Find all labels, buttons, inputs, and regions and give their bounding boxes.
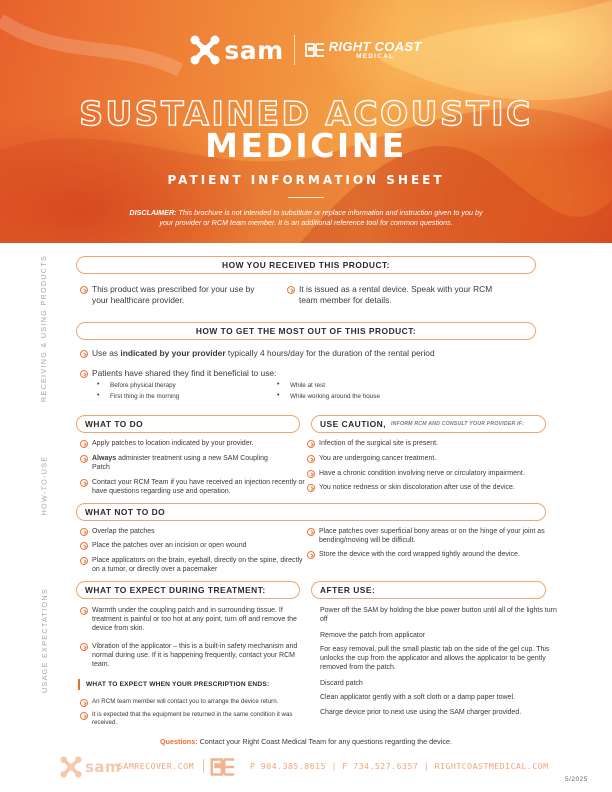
questions-line (0, 737, 612, 746)
sam-logo-text: sam (224, 35, 284, 65)
arrow-circle-icon (80, 607, 88, 615)
footer-divider (203, 759, 204, 773)
use-caution-header: USE CAUTION, INFORM RCM AND CONSULT YOUR PROVIDER IF: (311, 415, 546, 433)
not-to-do-item-2: Place the patches over an incision or open wound (80, 541, 300, 550)
expect-item-1: Warmth under the coupling patch and in surrounding tissue. If treatment is painful or too hot at any point, turn off and remove the device from skin. (80, 606, 298, 634)
what-not-to-do-header: WHAT NOT TO DO (76, 503, 546, 521)
footer-sam-logo: sam (60, 756, 121, 778)
received-header: HOW YOU RECEIVED THIS PRODUCT: (76, 256, 536, 274)
arrow-circle-icon (80, 643, 88, 651)
side-label-how-to-use: HOW-TO-USE (39, 455, 49, 515)
logo-divider (294, 35, 295, 65)
rcm-logo-line2: MEDICAL (356, 52, 395, 60)
most-out-header: HOW TO GET THE MOST OUT OF THIS PRODUCT: (76, 322, 536, 340)
arrow-circle-icon (80, 350, 88, 358)
not-to-do-item-4: Place patches over superficial bony areas or on the hinge of your joint as bending/moving will be difficult. (307, 527, 557, 545)
arrow-circle-icon (80, 479, 88, 487)
after-use-item-3: For easy removal, pull the small plastic tab on the side of the gel cup. This unlocks the cup from the applicator and allows the applicator to be gently removed from the patch. (320, 646, 550, 672)
arrow-circle-icon (307, 470, 315, 478)
caution-item-1: Infection of the surgical site is present. (307, 439, 547, 448)
arrow-circle-icon (307, 484, 315, 492)
arrow-circle-icon (80, 370, 88, 378)
after-use-item-5: Clean applicator gently with a soft cloth or a damp paper towel. (320, 694, 515, 701)
arrow-circle-icon (307, 440, 315, 448)
most-out-item-1: Use as indicated by your provider typically 4 hours/day for the duration of the rental period (80, 348, 540, 359)
arrow-circle-icon (80, 542, 88, 550)
after-use-item-4: Discard patch (320, 680, 363, 687)
hero-banner (0, 0, 612, 243)
disclaimer-text: This brochure is not intended to substitute or replace information and instruction given to you by your provider or RCM team member. It is an additional reference tool for common questions. (159, 208, 483, 227)
questions-label: Questions: (160, 737, 198, 746)
arrow-circle-icon (307, 528, 315, 536)
expect-item-2: Vibration of the applicator – this is a built-in safety mechanism and normal during use. If it is happening frequently, contact your RCM team. (80, 642, 298, 670)
footer-contact-info[interactable]: P 904.385.8615 | F 734.527.6357 | RIGHTCOASTMEDICAL.COM (250, 761, 549, 771)
sam-logo (190, 35, 283, 65)
arrow-circle-icon (80, 286, 88, 294)
not-to-do-item-3: Place applicators on the brain, eyeball, directly on the spine, directly on a tumor, or directly over a pacemaker (80, 556, 305, 574)
arrow-circle-icon (307, 455, 315, 463)
rcm-logo-line1: RIGHT COAST (328, 38, 422, 54)
what-to-do-item-2: Always administer treatment using a new SAM Coupling Patch (80, 454, 280, 472)
what-to-do-header: WHAT TO DO (76, 415, 300, 433)
side-label-usage-expectations: USAGE EXPECTATIONS (39, 587, 49, 693)
arrow-circle-icon (80, 528, 88, 536)
after-use-header: AFTER USE: (311, 581, 546, 599)
title-line2: MEDICINE (205, 126, 407, 165)
what-to-do-item-1: Apply patches to location indicated by your provider. (80, 439, 305, 448)
title-line1: SUSTAINED ACOUSTIC (79, 94, 533, 133)
after-use-item-2: Remove the patch from applicator (320, 632, 426, 639)
rcm-logo (305, 40, 422, 61)
prescription-ends-item-2: It is expected that the equipment be returned in the same condition it was received. (80, 711, 305, 727)
arrow-circle-icon (287, 286, 295, 294)
sam-x-icon (190, 35, 220, 65)
received-item-2: It is issued as a rental device. Speak with your RCM team member for details. (287, 284, 495, 306)
after-use-item-1: Power off the SAM by holding the blue power button until all of the lights turn off (320, 607, 557, 624)
rcm-mark-icon (305, 42, 325, 58)
not-to-do-item-5: Store the device with the cord wrapped tightly around the device. (307, 550, 567, 559)
arrow-circle-icon (80, 557, 88, 565)
footer-rcm-mark-icon (210, 757, 236, 777)
bullet-before-pt: • Before physical therapy (97, 382, 176, 389)
arrow-circle-icon (307, 551, 315, 559)
not-to-do-item-1: Overlap the patches (80, 527, 300, 536)
caution-item-2: You are undergoing cancer treatment. (307, 454, 547, 463)
hero-divider (288, 197, 324, 198)
prescription-ends-item-1: An RCM team member will contact you to arrange the device return. (80, 698, 305, 706)
what-to-do-item-3: Contact your RCM Team if you have received an injection recently or have questions regarding use and operation. (80, 478, 308, 496)
bullet-working: • While working around the house (277, 393, 380, 400)
disclaimer (128, 208, 484, 228)
caution-item-4: You notice redness or skin discoloration after use of the device. (307, 483, 567, 492)
arrow-circle-icon (80, 440, 88, 448)
bullet-at-rest: • While at rest (277, 382, 325, 389)
caution-item-3: Have a chronic condition involving nerve or circulatory impairment. (307, 469, 567, 478)
sam-url-link[interactable]: SAMRECOVER.COM (118, 761, 195, 771)
received-item-1: This product was prescribed for your use by your healthcare provider. (80, 284, 272, 306)
footer (0, 756, 612, 778)
arrow-circle-icon (80, 712, 88, 720)
arrow-circle-icon (80, 455, 88, 463)
most-out-item-2: Patients have shared they find it beneficial to use: (80, 368, 540, 379)
what-to-expect-header: WHAT TO EXPECT DURING TREATMENT: (76, 581, 300, 599)
revision-date: 5/2025 (565, 776, 588, 783)
arrow-circle-icon (80, 699, 88, 707)
bullet-morning: • First thing in the morning (97, 393, 179, 400)
questions-text: Contact your Right Coast Medical Team for any questions regarding the device. (197, 737, 452, 746)
footer-sam-x-icon (60, 756, 82, 778)
page-subtitle: PATIENT INFORMATION SHEET (167, 173, 445, 187)
after-use-item-6: Charge device prior to next use using the SAM charger provided. (320, 709, 522, 716)
prescription-ends-header: WHAT TO EXPECT WHEN YOUR PRESCRIPTION ENDS: (78, 681, 269, 688)
disclaimer-label: DISCLAIMER: (129, 208, 177, 217)
side-label-receiving: RECEIVING & USING PRODUCTS (39, 254, 49, 402)
